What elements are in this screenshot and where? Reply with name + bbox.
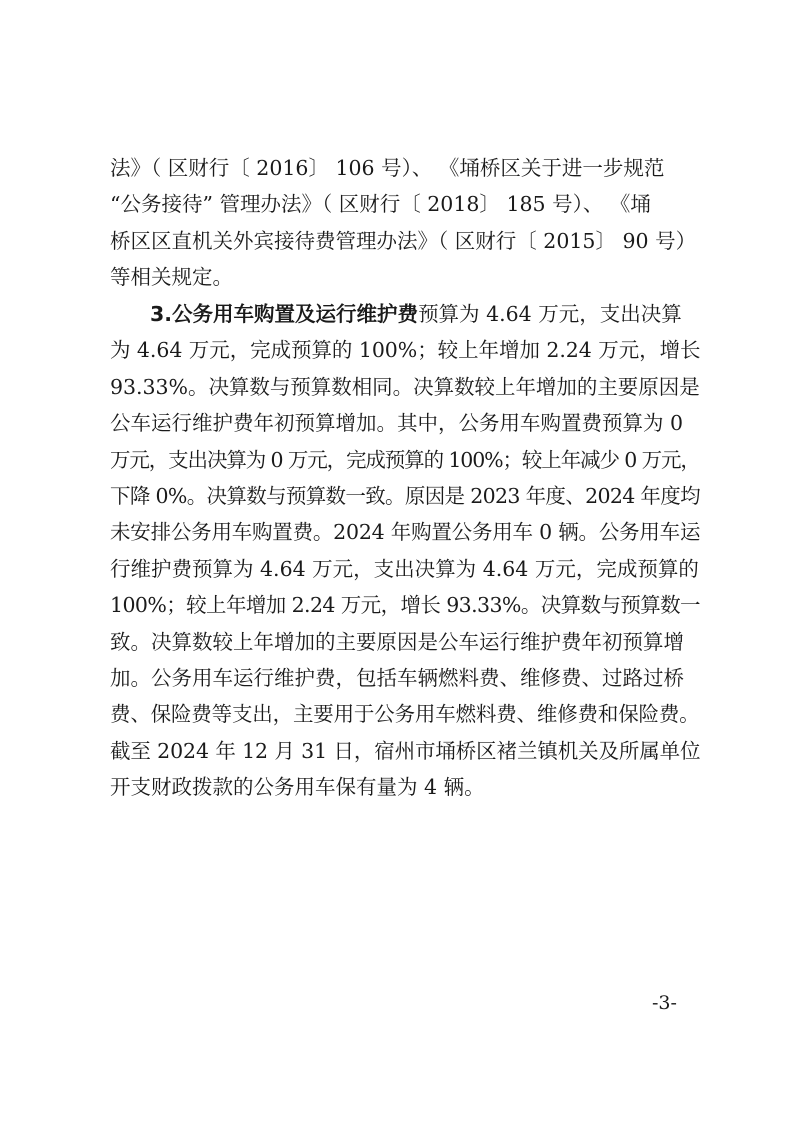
text-line: “公务接待” 管理办法》（ 区财行〔 2018〕 185 号）、 《埇	[110, 192, 651, 217]
text-line: 为 4.64 万元，完成预算的 100%；较上年增加 2.24 万元，增长	[110, 338, 701, 363]
text-line: 公车运行维护费年初预算增加。其中，公务用车购置费预算为 0	[110, 411, 684, 436]
text-line: 行维护费预算为 4.64 万元，支出决算为 4.64 万元，完成预算的	[110, 556, 699, 581]
text-line: 100%；较上年增加 2.24 万元，增长 93.33%。决算数与预算数一	[110, 593, 700, 618]
text-line: 开支财政拨款的公务用车保有量为 4 辆。	[110, 775, 485, 800]
text-line: 致。决算数较上年增加的主要原因是公车运行维护费年初预算增	[110, 629, 684, 654]
section-heading: 3.公务用车购置及运行维护费	[150, 302, 419, 326]
paragraph-regulations	[110, 150, 700, 296]
text-line: 费、保险费等支出，主要用于公务用车燃料费、维修费和保险费。	[110, 702, 700, 727]
text-line: 桥区区直机关外宾接待费管理办法》（ 区财行〔 2015〕 90 号）	[110, 228, 697, 253]
paragraph-vehicle-expenses	[110, 296, 700, 805]
page-number: -3-	[652, 992, 677, 1014]
text-line: 截至 2024 年 12 月 31 日，宿州市埇桥区褚兰镇机关及所属单位	[110, 738, 701, 763]
text-line: 万元，支出决算为 0 万元，完成预算的 100%；较上年减少 0 万元，	[110, 447, 700, 472]
text-line	[110, 296, 700, 332]
text-line: 等相关规定。	[110, 265, 233, 290]
text-line: 下降 0%。决算数与预算数一致。原因是 2023 年度、2024 年度均	[110, 483, 700, 508]
text-line: 93.33%。决算数与预算数相同。决算数较上年增加的主要原因是	[110, 374, 700, 399]
text-line: 法》（ 区财行〔 2016〕 106 号）、 《埇桥区关于进一步规范	[110, 156, 665, 180]
text-line: 加。公务用车运行维护费，包括车辆燃料费、维修费、过路过桥	[110, 665, 684, 690]
text-run: 预算为 4.64 万元，支出决算	[418, 302, 682, 326]
text-line: 未安排公务用车购置费。2024 年购置公务用车 0 辆。公务用车运	[110, 520, 701, 545]
